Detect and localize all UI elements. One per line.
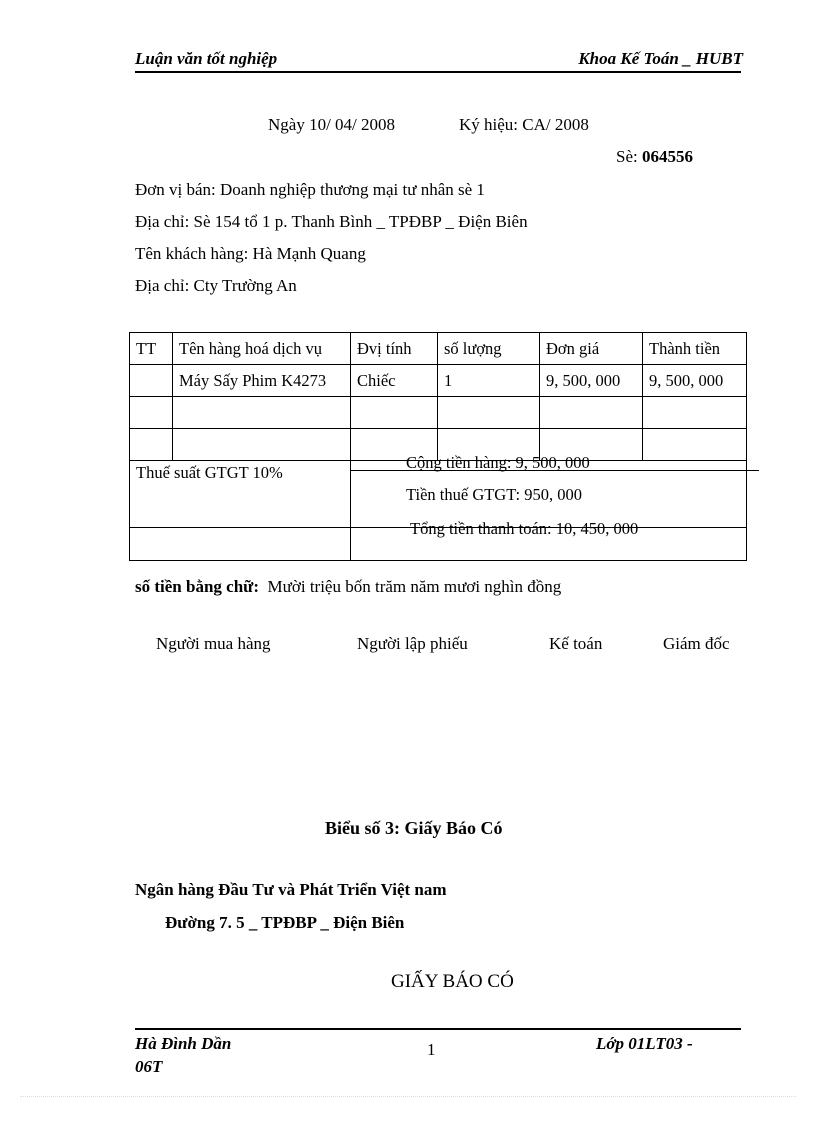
subtotal-separator bbox=[351, 470, 759, 471]
table-cell bbox=[643, 397, 747, 429]
empty-cell bbox=[130, 528, 351, 561]
amount-words-label: số tiền bằng chữ: bbox=[135, 577, 260, 596]
table-row bbox=[130, 397, 747, 429]
table-header-row bbox=[130, 333, 747, 365]
vat-amount-text: Tiền thuế GTGT: 950, 000 bbox=[406, 485, 582, 504]
column-header: số lượng bbox=[438, 333, 540, 365]
invoice-number-label: Sè: bbox=[616, 147, 638, 166]
table-cell bbox=[173, 429, 351, 461]
signature-preparer: Người lập phiếu bbox=[357, 634, 468, 653]
header-rule bbox=[135, 71, 741, 73]
seller-address: Địa chỉ: Sè 154 tổ 1 p. Thanh Bình _ TPĐBP _ Điện Biên bbox=[135, 212, 528, 231]
column-header: Tên hàng hoá dịch vụ bbox=[173, 333, 351, 365]
subtotal-text: Cộng tiền hàng: 9, 500, 000 bbox=[406, 453, 590, 472]
table-cell bbox=[351, 397, 438, 429]
table-cell bbox=[173, 397, 351, 429]
footer-class: Lớp 01LT03 - bbox=[596, 1034, 693, 1053]
column-header: Đvị tính bbox=[351, 333, 438, 365]
footer-author: Hà Đình Dần bbox=[135, 1034, 232, 1053]
table-cell bbox=[130, 397, 173, 429]
grand-total-text: Tổng tiền thanh toán: 10, 450, 000 bbox=[410, 519, 639, 538]
signature-buyer: Người mua hàng bbox=[156, 634, 271, 653]
vat-rate-cell: Thuế suất GTGT 10% bbox=[130, 461, 351, 528]
footer-author-cont: 06T bbox=[135, 1057, 163, 1076]
customer-address: Địa chỉ: Cty Trường An bbox=[135, 276, 297, 295]
invoice-symbol: Ký hiệu: CA/ 2008 bbox=[459, 115, 589, 134]
bank-address: Đường 7. 5 _ TPĐBP _ Điện Biên bbox=[165, 913, 405, 932]
section-title: Biểu số 3: Giấy Báo Có bbox=[325, 818, 503, 838]
table-cell: Máy Sấy Phim K4273 bbox=[173, 365, 351, 397]
customer-name: Tên khách hàng: Hà Mạnh Quang bbox=[135, 244, 366, 263]
amount-words-value: Mười triệu bốn trăm năm mươi nghìn đồng bbox=[267, 577, 562, 596]
table-cell: 9, 500, 000 bbox=[643, 365, 747, 397]
invoice-number-value: 064556 bbox=[641, 147, 693, 166]
signature-director: Giám đốc bbox=[663, 634, 730, 653]
page-number: 1 bbox=[427, 1040, 436, 1059]
header-right-title: Khoa Kế Toán _ HUBT bbox=[578, 49, 743, 68]
table-cell: Chiếc bbox=[351, 365, 438, 397]
table-cell bbox=[540, 397, 643, 429]
table-cell bbox=[643, 429, 747, 461]
table-cell bbox=[438, 397, 540, 429]
header-left-title: Luận văn tốt nghiệp bbox=[135, 49, 278, 68]
page-edge-divider bbox=[20, 1096, 796, 1097]
bank-name: Ngân hàng Đầu Tư và Phát Triển Việt nam bbox=[135, 880, 447, 899]
signature-accountant: Kế toán bbox=[549, 634, 603, 653]
invoice-date: Ngày 10/ 04/ 2008 bbox=[268, 115, 396, 134]
column-header: Thành tiền bbox=[643, 333, 747, 365]
column-header: Đơn giá bbox=[540, 333, 643, 365]
document-title: GIẤY BÁO CÓ bbox=[391, 971, 514, 992]
table-cell bbox=[130, 365, 173, 397]
amount-in-words bbox=[135, 577, 561, 597]
table-cell: 9, 500, 000 bbox=[540, 365, 643, 397]
footer-rule bbox=[135, 1028, 741, 1030]
table-cell: 1 bbox=[438, 365, 540, 397]
seller-name: Đơn vị bán: Doanh nghiệp thương mại tư nhân sè 1 bbox=[135, 180, 485, 199]
table-row bbox=[130, 365, 747, 397]
table-cell bbox=[130, 429, 173, 461]
column-header: TT bbox=[130, 333, 173, 365]
invoice-number bbox=[616, 147, 693, 167]
